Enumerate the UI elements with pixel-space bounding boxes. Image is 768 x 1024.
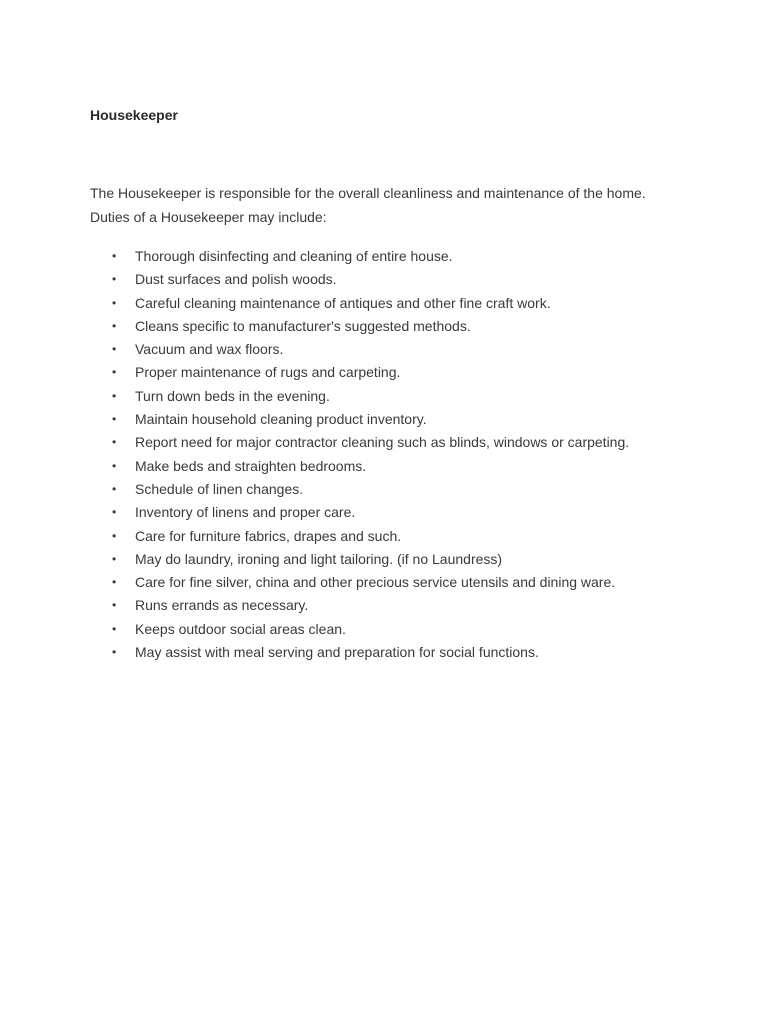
list-item-text: Keeps outdoor social areas clean. bbox=[135, 620, 346, 637]
bullet-icon: • bbox=[112, 528, 117, 543]
list-item bbox=[90, 268, 730, 291]
list-item-text: May assist with meal serving and preparation for social functions. bbox=[135, 644, 539, 661]
list-item bbox=[90, 361, 730, 384]
bullet-icon: • bbox=[112, 365, 117, 380]
bullet-icon: • bbox=[112, 388, 117, 403]
list-item bbox=[90, 594, 730, 617]
bullet-icon: • bbox=[112, 598, 117, 613]
list-item bbox=[90, 245, 730, 268]
bullet-icon: • bbox=[112, 481, 117, 496]
document-title: Housekeeper bbox=[90, 107, 178, 123]
list-item-text: Schedule of linen changes. bbox=[135, 480, 304, 497]
list-item bbox=[90, 571, 730, 594]
list-item bbox=[90, 455, 730, 478]
list-item-text: Cleans specific to manufacturer's suggested methods. bbox=[135, 317, 471, 334]
list-item bbox=[90, 431, 730, 454]
bullet-icon: • bbox=[112, 342, 117, 357]
list-item-text: Maintain household cleaning product inventory. bbox=[135, 411, 427, 428]
list-item bbox=[90, 292, 730, 315]
list-item bbox=[90, 385, 730, 408]
duties-list bbox=[90, 245, 730, 664]
list-item-text: May do laundry, ironing and light tailoring. (if no Laundress) bbox=[135, 550, 503, 567]
bullet-icon: • bbox=[112, 412, 117, 427]
list-item bbox=[90, 618, 730, 641]
list-item bbox=[90, 525, 730, 548]
list-item-text: Care for furniture fabrics, drapes and such. bbox=[135, 527, 402, 544]
bullet-icon: • bbox=[112, 272, 117, 287]
list-item-text: Vacuum and wax floors. bbox=[135, 341, 284, 358]
bullet-icon: • bbox=[112, 295, 117, 310]
list-item-text: Inventory of linens and proper care. bbox=[135, 504, 356, 521]
list-item bbox=[90, 408, 730, 431]
list-item-text: Proper maintenance of rugs and carpeting. bbox=[135, 364, 401, 381]
list-item-text: Report need for major contractor cleaning such as blinds, windows or carpeting. bbox=[135, 434, 630, 451]
bullet-icon: • bbox=[112, 551, 117, 566]
bullet-icon: • bbox=[112, 435, 117, 450]
list-item bbox=[90, 478, 730, 501]
list-item bbox=[90, 315, 730, 338]
list-item-text: Make beds and straighten bedrooms. bbox=[135, 457, 367, 474]
bullet-icon: • bbox=[112, 505, 117, 520]
list-item bbox=[90, 501, 730, 524]
bullet-icon: • bbox=[112, 249, 117, 263]
list-item bbox=[90, 641, 730, 664]
list-item-text: Dust surfaces and polish woods. bbox=[135, 271, 337, 288]
intro-paragraph: The Housekeeper is responsible for the overall cleanliness and maintenance of the home. Duties of a Housekeeper may include: bbox=[90, 185, 646, 225]
list-item-text: Care for fine silver, china and other precious service utensils and dining ware. bbox=[135, 574, 616, 591]
list-item-text: Runs errands as necessary. bbox=[135, 597, 309, 614]
list-item-text: Careful cleaning maintenance of antiques and other fine craft work. bbox=[135, 294, 551, 311]
bullet-icon: • bbox=[112, 645, 117, 660]
bullet-icon: • bbox=[112, 318, 117, 333]
bullet-icon: • bbox=[112, 575, 117, 590]
list-item bbox=[90, 548, 730, 571]
list-item-text: Thorough disinfecting and cleaning of entire house. bbox=[135, 248, 453, 264]
bullet-icon: • bbox=[112, 621, 117, 636]
list-item-text: Turn down beds in the evening. bbox=[135, 387, 330, 404]
bullet-icon: • bbox=[112, 458, 117, 473]
list-item bbox=[90, 338, 730, 361]
